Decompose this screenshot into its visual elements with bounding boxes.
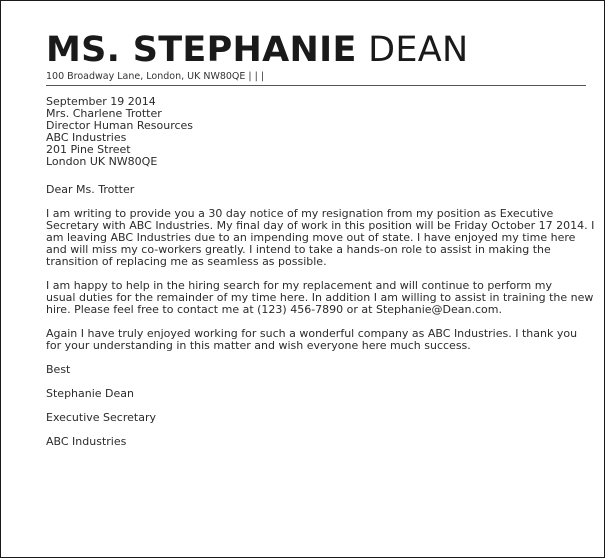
paragraph-line: Secretary with ABC Industries. My final day of work in this position will be Friday October 17 2014. I <box>46 219 595 232</box>
signer-title: Executive Secretary <box>46 411 156 424</box>
paragraph-line: transition of replacing me as seamless as possible. <box>46 255 327 268</box>
recipient-name: Mrs. Charlene Trotter <box>46 107 162 120</box>
recipient-street: 201 Pine Street <box>46 143 131 156</box>
sender-name-last: DEAN <box>368 30 469 70</box>
letter-content <box>46 30 595 448</box>
recipient-company: ABC Industries <box>46 131 127 144</box>
sender-name-heading <box>46 31 591 69</box>
body-paragraph-2 <box>46 279 594 316</box>
sender-name-first: MS. STEPHANIE <box>46 30 357 70</box>
recipient-city: London UK NW80QE <box>46 155 158 168</box>
valediction: Best <box>46 363 71 376</box>
paragraph-line: am leaving ABC Industries due to an impending move out of state. I have enjoyed my time here <box>46 231 576 244</box>
letter-date: September 19 2014 <box>46 95 156 108</box>
paragraph-line: I am writing to provide you a 30 day notice of my resignation from my position as Executive <box>46 207 554 220</box>
paragraph-line: for your understanding in this matter and wish everyone here much success. <box>46 339 471 352</box>
sender-contact-line: 100 Broadway Lane, London, UK NW80QE | | | <box>46 70 586 86</box>
signer-company: ABC Industries <box>46 435 127 448</box>
body-paragraph-1 <box>46 207 595 268</box>
salutation: Dear Ms. Trotter <box>46 183 135 196</box>
paragraph-line: hire. Please feel free to contact me at (123) 456-7890 or at Stephanie@Dean.com. <box>46 303 502 316</box>
recipient-title: Director Human Resources <box>46 119 194 132</box>
paragraph-line: Again I have truly enjoyed working for such a wonderful company as ABC Industries. I thank you <box>46 327 578 340</box>
recipient-address-block <box>46 96 591 168</box>
paragraph-line: usual duties for the remainder of my time here. In addition I am willing to assist in training the new <box>46 291 594 304</box>
paragraph-line: I am happy to help in the hiring search for my replacement and will continue to perform my <box>46 279 552 292</box>
paragraph-line: and will miss my co-workers greatly. I intend to take a hands-on role to assist in making the <box>46 243 551 256</box>
signer-name: Stephanie Dean <box>46 387 134 400</box>
body-paragraph-3 <box>46 328 591 352</box>
